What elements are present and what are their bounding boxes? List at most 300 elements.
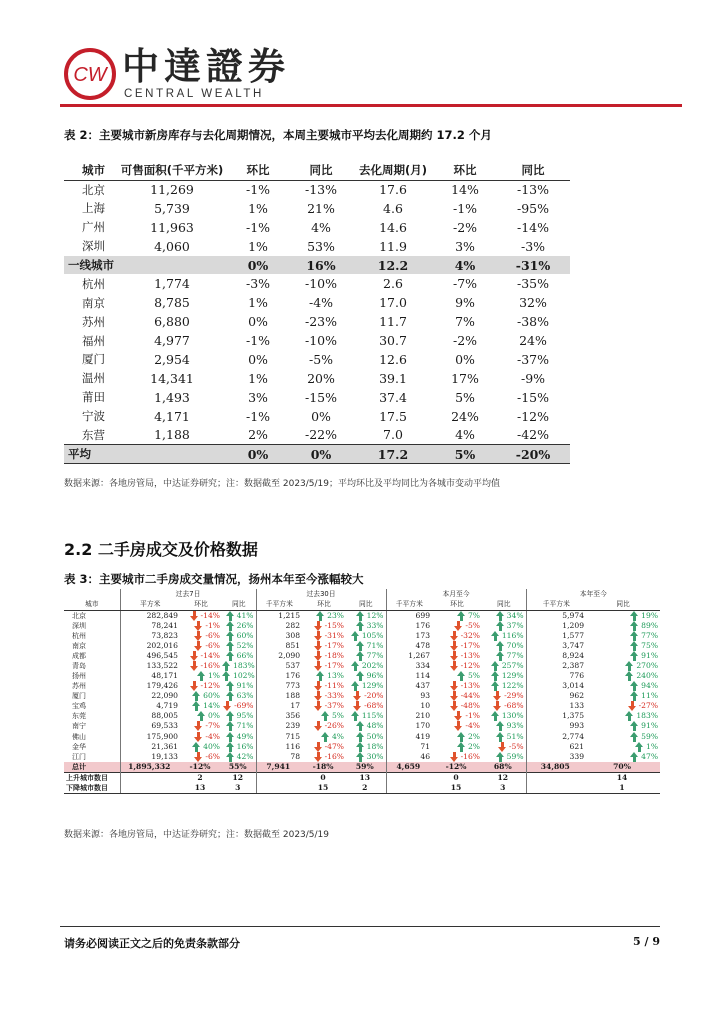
table-cell: 4.6 [383, 200, 403, 216]
table-cell: 17.0 [379, 295, 407, 311]
table-cell: 715 [256, 732, 302, 742]
table-cell: 4,060 [154, 238, 190, 254]
table-cell [222, 671, 256, 681]
table-cell [586, 691, 660, 701]
city-name: 总计 [64, 762, 120, 773]
change-value-down [450, 641, 480, 651]
table-cell: 2 [180, 772, 222, 783]
table-cell [526, 772, 586, 783]
table-row [64, 199, 570, 218]
column-header: 环比 [434, 160, 496, 180]
change-value-text: 270% [636, 660, 659, 670]
table-cell: 0% [226, 444, 290, 463]
change-value-text: -14% [200, 650, 220, 660]
arrow-down-icon [314, 631, 323, 641]
group-header-blank [64, 589, 120, 599]
change-value-up [226, 611, 254, 621]
table-cell: 3% [455, 238, 475, 254]
table-cell [432, 681, 482, 691]
arrow-up-icon [192, 691, 201, 701]
table-cell [222, 721, 256, 731]
table-cell [222, 701, 256, 711]
table-cell: 176 [386, 621, 432, 631]
arrow-up-icon [222, 661, 231, 671]
table-cell: 210 [386, 711, 432, 721]
table-cell: 537 [256, 661, 302, 671]
change-value-down [194, 641, 220, 651]
table-cell: 1 [586, 783, 660, 794]
change-value-text: 89% [641, 620, 659, 630]
table-cell: 11,963 [150, 219, 194, 235]
table-cell: 3 [482, 783, 526, 794]
table-row [64, 772, 660, 783]
column-header: 千平方米 [256, 599, 302, 610]
change-value-up [356, 732, 384, 742]
table-cell: 133,522 [120, 661, 180, 671]
table2-source-note: 数据来源：各地房管局，中达证券研究；注：数据截至 2023/5/19；平均环比及平均同比为各城市变动平均值 [64, 479, 501, 489]
change-value-up [226, 631, 254, 641]
city-name: 宝鸡 [72, 702, 86, 711]
table-cell: -10% [304, 276, 337, 292]
change-value-down [498, 742, 524, 752]
change-value-down [454, 721, 480, 731]
table-cell [432, 701, 482, 711]
table-cell: 496,545 [120, 651, 180, 661]
table-cell: 39.1 [379, 370, 407, 386]
change-value-text: 257% [501, 660, 524, 670]
arrow-down-icon [194, 631, 203, 641]
table-row [64, 388, 570, 407]
arrow-down-icon [450, 691, 459, 701]
table-row [64, 350, 570, 369]
arrow-up-icon [226, 611, 235, 621]
arrow-up-icon [192, 701, 201, 711]
table-cell: -1% [245, 408, 271, 424]
change-value-up [457, 732, 480, 742]
change-value-text: -33% [324, 691, 345, 701]
change-value-text: 75% [641, 640, 659, 650]
change-value-text: -68% [364, 701, 384, 711]
arrow-up-icon [226, 732, 235, 742]
table-row [64, 407, 570, 426]
table-cell: 37.4 [379, 389, 407, 405]
change-value-up [491, 681, 524, 691]
change-value-text: -17% [324, 660, 345, 670]
arrow-down-icon [314, 701, 323, 711]
change-value-text: 26% [236, 620, 254, 630]
table-cell [222, 651, 256, 661]
table-cell: 2,954 [154, 351, 190, 367]
arrow-up-icon [457, 732, 466, 742]
arrow-down-icon [314, 661, 323, 671]
table-cell: 17.6 [379, 182, 407, 198]
city-name: 青岛 [72, 661, 86, 670]
change-value-text: 60% [203, 691, 220, 701]
change-value-text: 105% [361, 630, 384, 640]
change-value-up [226, 641, 254, 651]
table-cell: 4,719 [120, 701, 180, 711]
change-value-up [351, 711, 384, 721]
table-cell: 5% [455, 389, 475, 405]
city-name: 苏州 [72, 682, 86, 691]
table-cell [222, 691, 256, 701]
arrow-down-icon [190, 651, 199, 661]
new-home-inventory-table [64, 160, 570, 463]
change-value-text: 52% [236, 640, 254, 650]
change-value-down [493, 691, 523, 701]
table-cell [586, 641, 660, 651]
table-cell: 17.2 [352, 444, 434, 463]
arrow-up-icon [192, 742, 201, 752]
change-value-text: 129% [361, 681, 384, 691]
change-value-text: 47% [641, 751, 659, 761]
table-cell [222, 681, 256, 691]
table-cell: 46 [386, 752, 432, 762]
company-name-en: CENTRAL WEALTH [124, 88, 264, 100]
city-name: 东营 [82, 427, 105, 442]
table-cell: 699 [386, 610, 432, 621]
arrow-up-icon [356, 651, 365, 661]
table-cell: 173 [386, 631, 432, 641]
table-cell [482, 691, 526, 701]
column-header: 同比 [222, 599, 256, 610]
change-value-text: -5% [508, 741, 524, 751]
table-cell: 24% [451, 408, 479, 424]
table3-caption: 表 3：主要城市二手房成交量情况，扬州本年至今涨幅较大 [64, 572, 364, 586]
column-header: 千平方米 [526, 599, 586, 610]
arrow-up-icon [321, 711, 330, 721]
change-value-text: -44% [460, 691, 481, 701]
table-cell: 30.7 [379, 333, 407, 349]
table-cell: 5% [434, 444, 496, 463]
change-value-down [450, 701, 480, 711]
table-cell: -18% [302, 762, 346, 773]
table-cell [432, 621, 482, 631]
arrow-up-icon [316, 611, 325, 621]
change-value-up [316, 671, 344, 681]
change-value-down [314, 661, 344, 671]
arrow-up-icon [457, 671, 466, 681]
arrow-up-icon [630, 651, 639, 661]
table-cell: -12% [432, 762, 482, 773]
arrow-up-icon [630, 691, 639, 701]
table-cell [432, 661, 482, 671]
table-cell: -2% [452, 333, 478, 349]
table-cell: 0% [248, 314, 268, 330]
table-cell: 962 [526, 691, 586, 701]
arrow-up-icon [625, 671, 634, 681]
change-value-up [630, 721, 658, 731]
change-value-text: -69% [234, 701, 254, 711]
change-value-up [625, 711, 658, 721]
table-cell [222, 711, 256, 721]
arrow-up-icon [630, 641, 639, 651]
change-value-text: -29% [504, 691, 524, 701]
table-cell: 1,188 [154, 427, 190, 443]
change-value-down [450, 631, 480, 641]
table-cell: 188 [256, 691, 302, 701]
change-value-text: -37% [324, 701, 345, 711]
page-number: 5 / 9 [633, 935, 660, 948]
change-value-text: 30% [366, 751, 384, 761]
arrow-down-icon [194, 621, 203, 631]
table-cell [302, 631, 346, 641]
table-cell [346, 641, 386, 651]
table-cell: 0 [302, 772, 346, 783]
arrow-up-icon [351, 631, 360, 641]
change-value-text: 14% [203, 701, 220, 711]
table-cell: 68% [482, 762, 526, 773]
change-value-down [450, 752, 480, 762]
change-value-up [356, 752, 384, 762]
table-row [64, 721, 660, 731]
arrow-down-icon [450, 651, 459, 661]
arrow-up-icon [351, 681, 360, 691]
change-value-down [190, 611, 220, 621]
change-value-text: 122% [501, 681, 524, 691]
table-cell: 1,493 [154, 389, 190, 405]
table-cell: 53% [307, 238, 335, 254]
change-value-down [190, 651, 220, 661]
change-value-text: 18% [366, 741, 384, 751]
change-value-down [314, 621, 344, 631]
column-header: 环比 [180, 599, 222, 610]
table-cell [586, 671, 660, 681]
table-cell: 1,209 [526, 621, 586, 631]
column-header: 环比 [302, 599, 346, 610]
arrow-up-icon [226, 721, 235, 731]
change-value-text: 11% [641, 691, 659, 701]
table-cell [302, 651, 346, 661]
change-value-text: 94% [641, 681, 659, 691]
table-cell [482, 711, 526, 721]
table-row [64, 293, 570, 312]
company-logo-icon [64, 48, 116, 100]
table-row [64, 742, 660, 752]
table-cell: 1,215 [256, 610, 302, 621]
city-name: 温州 [82, 371, 105, 386]
table-cell: 15 [432, 783, 482, 794]
change-value-down [314, 742, 344, 752]
change-value-up [226, 721, 254, 731]
table-cell: 334 [386, 661, 432, 671]
table-cell [346, 732, 386, 742]
table-cell: 71 [386, 742, 432, 752]
table-cell [302, 711, 346, 721]
city-name: 莆田 [82, 390, 105, 405]
table-cell: 179,426 [120, 681, 180, 691]
table2-caption: 表 2：主要城市新房库存与去化周期情况，本周主要城市平均去化周期约 17.2 个月 [64, 128, 492, 142]
table-cell: 176 [256, 671, 302, 681]
table-cell [118, 256, 226, 275]
arrow-down-icon [194, 732, 203, 742]
arrow-up-icon [635, 742, 644, 752]
change-value-up [226, 732, 254, 742]
arrow-up-icon [356, 621, 365, 631]
arrow-up-icon [226, 752, 235, 762]
change-value-text: -1% [205, 620, 220, 630]
table-cell: 3,747 [526, 641, 586, 651]
page-header [0, 0, 724, 108]
change-value-up [222, 671, 255, 681]
arrow-up-icon [630, 681, 639, 691]
table-cell [256, 783, 302, 794]
table-cell: -35% [516, 276, 549, 292]
change-value-up [356, 671, 384, 681]
table-cell: 34,805 [526, 762, 586, 773]
table-cell: 11.9 [379, 238, 407, 254]
change-value-up [457, 742, 480, 752]
arrow-up-icon [356, 641, 365, 651]
change-value-text: -31% [324, 630, 345, 640]
table-cell [346, 651, 386, 661]
table-cell: 621 [526, 742, 586, 752]
change-value-text: -4% [205, 731, 220, 741]
table-cell [302, 681, 346, 691]
change-value-down [194, 752, 220, 762]
table-cell [302, 752, 346, 762]
table-row [64, 218, 570, 237]
table-cell [482, 721, 526, 731]
change-value-text: 51% [506, 731, 524, 741]
table-cell: 116 [256, 742, 302, 752]
column-header: 去化周期(月) [352, 160, 434, 180]
table-cell: -2% [452, 219, 478, 235]
arrow-up-icon [226, 651, 235, 661]
table-cell: 0% [248, 351, 268, 367]
change-value-up [316, 611, 344, 621]
group-header: 过去7日 [120, 589, 256, 599]
table-cell: 16% [290, 256, 352, 275]
table-cell [526, 783, 586, 794]
change-value-text: 48% [366, 721, 384, 731]
arrow-down-icon [450, 681, 459, 691]
change-value-down [314, 752, 344, 762]
table-cell: 11.7 [379, 314, 407, 330]
column-header: 同比 [346, 599, 386, 610]
table-cell: 0% [226, 256, 290, 275]
city-name: 北京 [82, 182, 105, 197]
change-value-text: -17% [324, 640, 345, 650]
table-row [64, 369, 570, 388]
arrow-down-icon [353, 691, 362, 701]
change-value-text: 70% [506, 640, 524, 650]
arrow-up-icon [457, 611, 466, 621]
arrow-down-icon [493, 701, 502, 711]
change-value-up [625, 661, 658, 671]
change-value-text: 202% [361, 660, 384, 670]
company-name-cn: 中達證券 [122, 45, 290, 88]
table-cell [180, 681, 222, 691]
table-row [64, 641, 660, 651]
change-value-down [194, 621, 220, 631]
table-cell [222, 610, 256, 621]
table-cell: 12 [482, 772, 526, 783]
table-cell: 73,823 [120, 631, 180, 641]
change-value-text: -4% [465, 721, 481, 731]
change-value-down [194, 721, 220, 731]
change-value-text: 91% [641, 650, 659, 660]
change-value-text: 7% [467, 610, 481, 620]
table-cell [180, 641, 222, 651]
table-cell [432, 610, 482, 621]
table3-source-note: 数据来源：各地房管局，中达证券研究；注：数据截至 2023/5/19 [64, 830, 330, 840]
table-cell: -7% [452, 276, 478, 292]
table-cell [180, 610, 222, 621]
change-value-text: 240% [636, 671, 659, 681]
change-value-text: -20% [364, 691, 384, 701]
change-value-down [450, 661, 480, 671]
table-cell: 14.6 [379, 219, 407, 235]
table-cell: 419 [386, 732, 432, 742]
table-row [64, 691, 660, 701]
arrow-up-icon [356, 671, 365, 681]
change-value-up [351, 631, 384, 641]
table-cell [302, 742, 346, 752]
city-name: 广州 [82, 220, 105, 235]
arrow-up-icon [491, 681, 500, 691]
arrow-up-icon [491, 671, 500, 681]
table-cell [302, 701, 346, 711]
arrow-down-icon [314, 691, 323, 701]
arrow-up-icon [197, 671, 206, 681]
table-row [64, 426, 570, 445]
column-header: 城市 [64, 160, 118, 180]
table-cell [180, 651, 222, 661]
change-value-up [630, 681, 658, 691]
change-value-down [190, 661, 220, 671]
table-cell [302, 671, 346, 681]
table-cell: 437 [386, 681, 432, 691]
change-value-down [194, 631, 220, 641]
table-row [64, 256, 570, 275]
table-cell: 20% [307, 370, 335, 386]
table-cell: -1% [245, 219, 271, 235]
arrow-up-icon [630, 732, 639, 742]
city-name: 金华 [72, 742, 86, 751]
city-name: 成都 [72, 651, 86, 660]
table-cell [482, 631, 526, 641]
arrow-down-icon [190, 681, 199, 691]
table-cell: 32% [519, 295, 547, 311]
table-cell: 12 [222, 772, 256, 783]
table-cell: 14,341 [150, 370, 194, 386]
table-cell: 12.6 [379, 351, 407, 367]
change-value-up [222, 661, 255, 671]
table-cell: 48,171 [120, 671, 180, 681]
table-cell: 4% [434, 256, 496, 275]
arrow-down-icon [450, 641, 459, 651]
table-cell [180, 621, 222, 631]
table-row [64, 621, 660, 631]
table-cell: 4,171 [154, 408, 190, 424]
table-cell [482, 661, 526, 671]
change-value-up [491, 661, 524, 671]
arrow-down-icon [314, 681, 323, 691]
table-cell [482, 752, 526, 762]
change-value-text: 4% [331, 731, 345, 741]
table-cell [586, 711, 660, 721]
table-cell [432, 641, 482, 651]
change-value-down [450, 691, 480, 701]
change-value-text: 16% [236, 741, 254, 751]
header-divider [60, 104, 682, 107]
arrow-down-icon [450, 631, 459, 641]
arrow-down-icon [498, 742, 507, 752]
table-cell: 4,977 [154, 333, 190, 349]
arrow-up-icon [630, 631, 639, 641]
arrow-down-icon [314, 621, 323, 631]
